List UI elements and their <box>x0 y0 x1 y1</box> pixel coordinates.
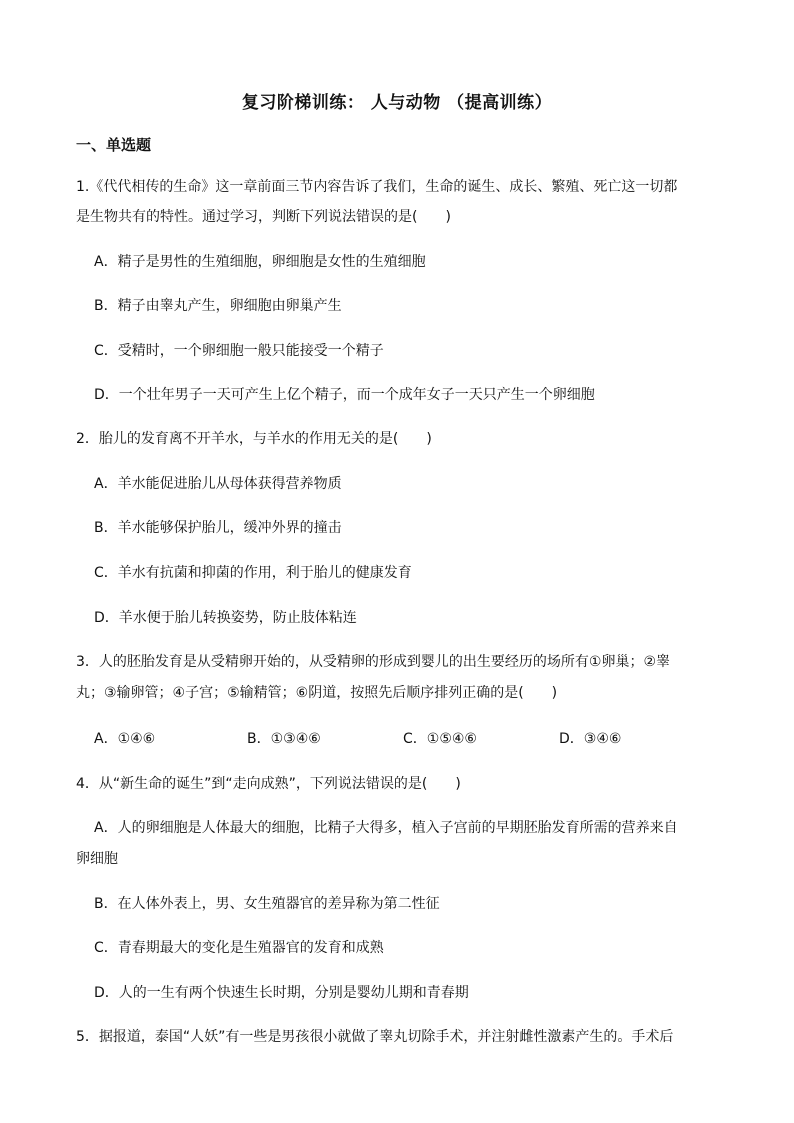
question-3-stem-cont: 丸；③输卵管；④子宫；⑤输精管；⑥阴道，按照先后顺序排列正确的是( ) <box>76 685 558 701</box>
question-2-option-b: B．羊水能够保护胎儿，缓冲外界的撞击 <box>94 520 342 536</box>
question-1-option-a: A．精子是男性的生殖细胞，卵细胞是女性的生殖细胞 <box>94 254 426 270</box>
question-2-option-a: A．羊水能促进胎儿从母体获得营养物质 <box>94 476 342 492</box>
question-4-option-b: B．在人体外表上，男、女生殖器官的差异称为第二性征 <box>94 896 440 912</box>
question-4-option-a: A．人的卵细胞是人体最大的细胞，比精子大得多，植入子宫前的早期胚胎发育所需的营养来自 <box>94 820 678 836</box>
question-4-stem: 4．从“新生命的诞生”到“走向成熟”，下列说法错误的是( ) <box>76 776 461 792</box>
question-5-stem: 5．据报道，泰国“人妖”有一些是男孩很小就做了睾丸切除手术，并注射雌性激素产生的。手术后 <box>76 1029 674 1045</box>
question-4-option-d: D．人的一生有两个快速生长时期，分别是婴幼儿期和青春期 <box>94 985 469 1001</box>
question-1-option-c: C．受精时，一个卵细胞一般只能接受一个精子 <box>94 343 384 359</box>
question-3-option-c: C．①⑤④⑥ <box>403 731 477 747</box>
question-3-option-a: A．①④⑥ <box>94 731 156 747</box>
question-2-option-c: C．羊水有抗菌和抑菌的作用，利于胎儿的健康发育 <box>94 565 412 581</box>
question-3-option-d: D．③④⑥ <box>559 731 622 747</box>
question-3-option-b: B．①③④⑥ <box>247 731 321 747</box>
question-2-stem: 2．胎儿的发育离不开羊水，与羊水的作用无关的是( ) <box>76 431 432 447</box>
question-1-option-b: B．精子由睾丸产生，卵细胞由卵巢产生 <box>94 298 342 314</box>
question-3-stem: 3．人的胚胎发育是从受精卵开始的，从受精卵的形成到婴儿的出生要经历的场所有①卵巢；②睾 <box>76 654 671 670</box>
question-2-option-d: D．羊水便于胎儿转换姿势，防止肢体粘连 <box>94 610 357 626</box>
question-1-option-d: D．一个壮年男子一天可产生上亿个精子，而一个成年女子一天只产生一个卵细胞 <box>94 387 595 403</box>
section-heading: 一、单选题 <box>76 136 152 154</box>
question-4-option-c: C．青春期最大的变化是生殖器官的发育和成熟 <box>94 940 384 956</box>
question-4-option-a-cont: 卵细胞 <box>76 851 118 867</box>
page-title: 复习阶梯训练： 人与动物 （提高训练） <box>241 93 553 113</box>
question-1-stem: 1.《代代相传的生命》这一章前面三节内容告诉了我们，生命的诞生、成长、繁殖、死亡这一切都 <box>76 179 678 195</box>
question-1-stem-cont: 是生物共有的特性。通过学习，判断下列说法错误的是( ) <box>76 209 451 225</box>
